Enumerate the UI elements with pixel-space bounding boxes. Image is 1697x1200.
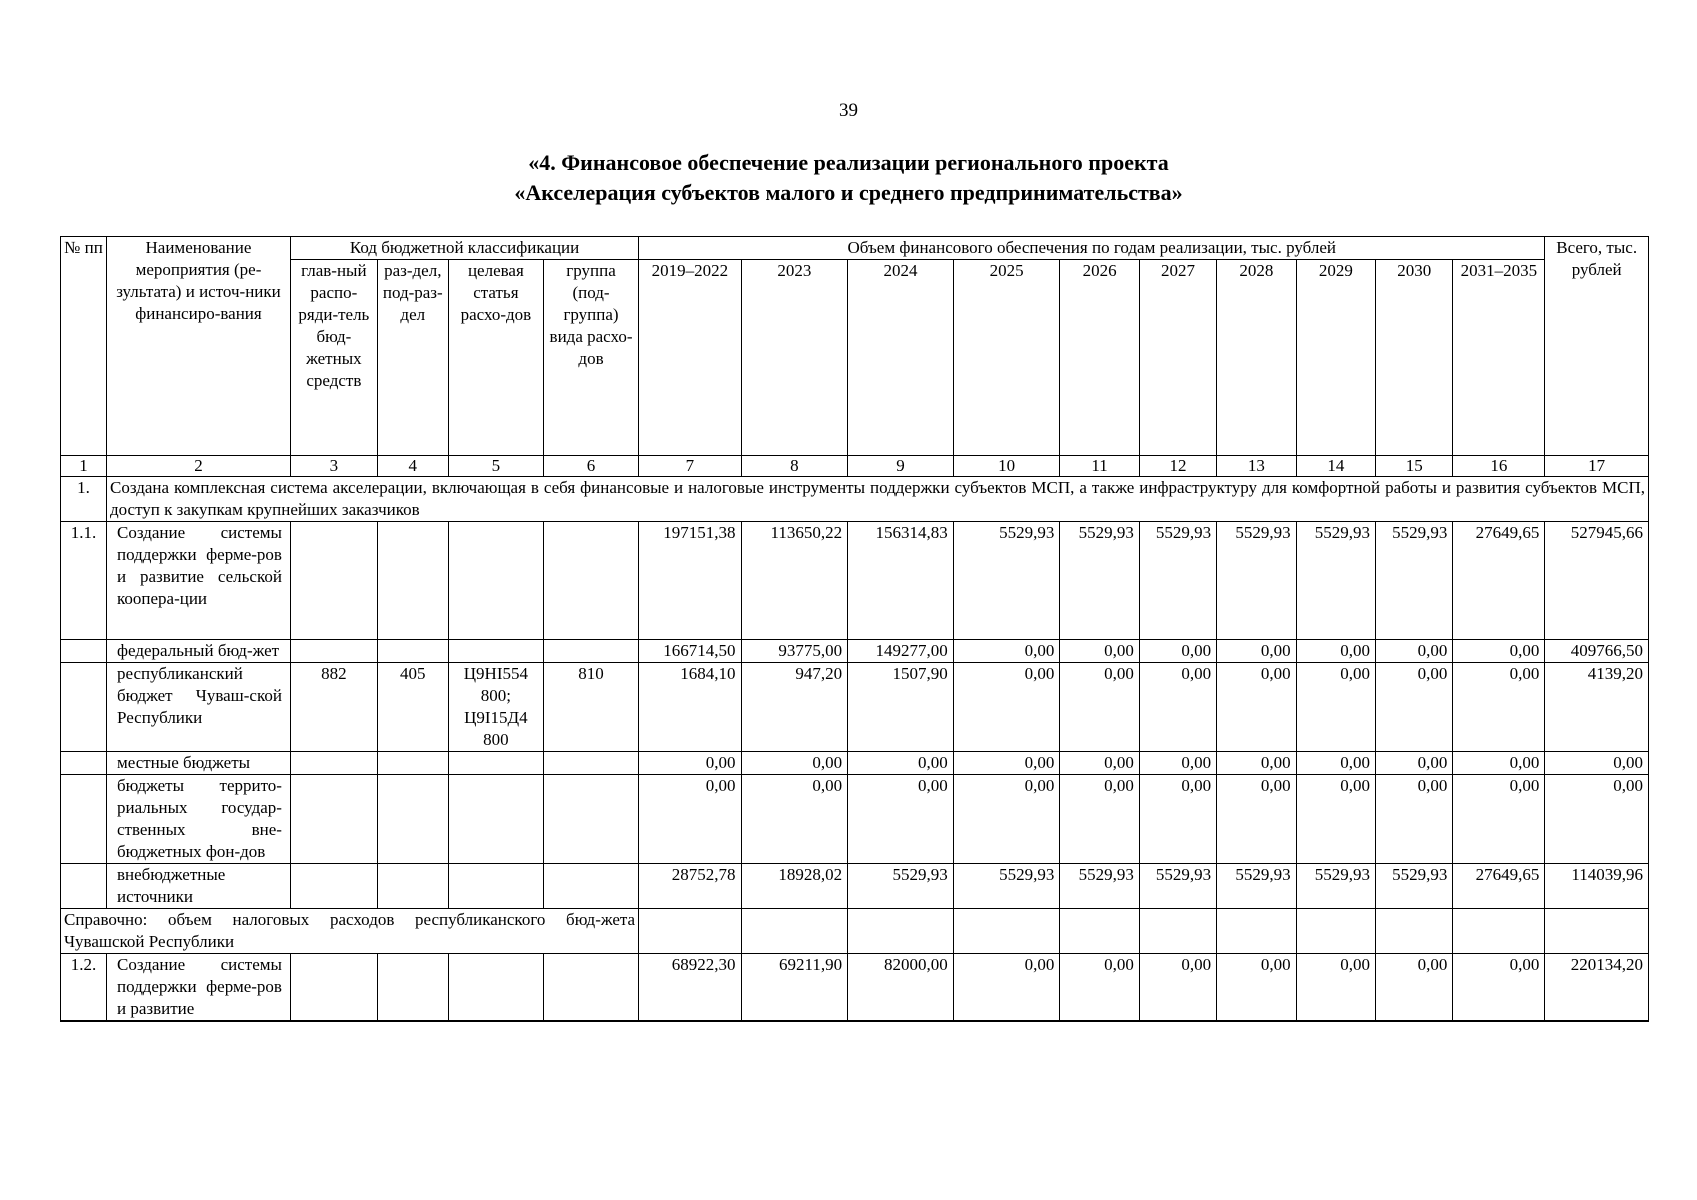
header-volume: Объем финансового обеспечения по годам реализации, тыс. рублей [639,237,1545,260]
cell-rz: 405 [377,663,448,752]
header-year: 2024 [848,260,954,456]
cell-csr [448,775,543,864]
col-number: 1 [61,456,107,477]
cell-value: 0,00 [1217,663,1296,752]
cell-value: 0,00 [1060,752,1139,775]
cell-value: 0,00 [953,752,1060,775]
header-year: 2029 [1296,260,1375,456]
page-number: 39 [839,100,858,121]
cell-csr [448,640,543,663]
cell-value: 149277,00 [848,640,954,663]
cell-value: 27649,65 [1453,864,1545,909]
cell-value: 93775,00 [741,640,848,663]
title-line-1: «4. Финансовое обеспечение реализации регионального проекта [528,150,1169,175]
cell-gr: 882 [290,663,377,752]
cell-csr [448,522,543,640]
header-total: Всего, тыс. рублей [1545,237,1649,456]
cell-value: 0,00 [1060,663,1139,752]
row-number [61,752,107,775]
cell-value: 1507,90 [848,663,954,752]
header-year: 2028 [1217,260,1296,456]
table-row [61,522,1649,640]
cell-value: 0,00 [848,752,954,775]
cell-rz [377,775,448,864]
section-number: 1. [61,477,107,522]
col-number: 15 [1376,456,1453,477]
cell-value: 0,00 [741,752,848,775]
cell-value: 0,00 [1453,752,1545,775]
cell-value: 0,00 [1139,752,1216,775]
cell-value: 18928,02 [741,864,848,909]
cell-value: 0,00 [741,775,848,864]
cell-value: 0,00 [1453,640,1545,663]
cell-value: 0,00 [1217,954,1296,1022]
cell-empty [639,909,741,954]
cell-value: 0,00 [953,775,1060,864]
cell-gr [290,775,377,864]
row-name: республиканский бюджет Чуваш-ской Республики [106,663,290,752]
cell-value: 0,00 [1545,752,1649,775]
cell-value: 0,00 [1376,663,1453,752]
cell-value: 0,00 [1060,640,1139,663]
cell-value: 5529,93 [1139,522,1216,640]
cell-value: 0,00 [1376,752,1453,775]
cell-value: 0,00 [1453,663,1545,752]
row-number [61,775,107,864]
section-row [61,477,1649,522]
cell-vr [543,954,638,1022]
cell-value: 5529,93 [1139,864,1216,909]
header-year: 2027 [1139,260,1216,456]
cell-empty [1376,909,1453,954]
cell-value: 4139,20 [1545,663,1649,752]
cell-vr [543,640,638,663]
cell-value: 1684,10 [639,663,741,752]
cell-value: 0,00 [1060,775,1139,864]
reference-row [61,909,1649,954]
header-year: 2026 [1060,260,1139,456]
cell-empty [1296,909,1375,954]
cell-rz [377,954,448,1022]
cell-value: 0,00 [1296,954,1375,1022]
cell-value: 0,00 [1453,954,1545,1022]
cell-value: 5529,93 [1296,522,1375,640]
cell-value: 0,00 [1453,775,1545,864]
header-row-2 [61,260,1649,456]
cell-empty [848,909,954,954]
header-gr: глав-ный распо-ряди-тель бюд-жетных средств [290,260,377,456]
table-row [61,954,1649,1022]
row-name: Создание системы поддержки ферме-ров и развитие сельской коопера-ции [106,522,290,640]
col-number: 8 [741,456,848,477]
cell-value: 156314,83 [848,522,954,640]
cell-value: 82000,00 [848,954,954,1022]
cell-value: 197151,38 [639,522,741,640]
cell-value: 0,00 [953,663,1060,752]
cell-gr [290,640,377,663]
cell-value: 27649,65 [1453,522,1545,640]
row-name: бюджеты террито-риальных государ-ственных вне-бюджетных фон-дов [106,775,290,864]
cell-csr [448,864,543,909]
cell-csr [448,752,543,775]
cell-empty [953,909,1060,954]
title-line-2: «Акселерация субъектов малого и среднего предпринимательства» [514,180,1183,205]
cell-value: 0,00 [953,954,1060,1022]
row-number [61,640,107,663]
cell-value: 0,00 [1296,640,1375,663]
row-name: внебюджетные источники [106,864,290,909]
cell-value: 0,00 [1217,640,1296,663]
cell-value: 68922,30 [639,954,741,1022]
cell-value: 0,00 [1139,954,1216,1022]
cell-empty [1545,909,1649,954]
cell-value: 0,00 [1296,663,1375,752]
cell-value: 5529,93 [953,522,1060,640]
cell-value: 0,00 [1139,663,1216,752]
table-row [61,864,1649,909]
cell-value: 5529,93 [953,864,1060,909]
cell-value: 0,00 [639,775,741,864]
cell-empty [1139,909,1216,954]
cell-value: 5529,93 [1060,864,1139,909]
cell-value: 114039,96 [1545,864,1649,909]
col-number: 16 [1453,456,1545,477]
table-row [61,775,1649,864]
cell-empty [741,909,848,954]
cell-value: 5529,93 [1376,864,1453,909]
cell-empty [1060,909,1139,954]
cell-value: 5529,93 [848,864,954,909]
cell-value: 0,00 [1217,752,1296,775]
cell-rz [377,752,448,775]
row-name: федеральный бюд-жет [106,640,290,663]
document-title [0,148,1697,208]
cell-value: 0,00 [1545,775,1649,864]
cell-value: 166714,50 [639,640,741,663]
row-name: Создание системы поддержки ферме-ров и развитие [106,954,290,1022]
cell-value: 0,00 [1296,752,1375,775]
header-row-1 [61,237,1649,260]
col-number: 4 [377,456,448,477]
cell-vr [543,752,638,775]
table-row [61,663,1649,752]
col-number: 2 [106,456,290,477]
cell-gr [290,522,377,640]
cell-value: 0,00 [1376,775,1453,864]
header-year: 2019–2022 [639,260,741,456]
header-num: № пп [61,237,107,456]
row-number [61,864,107,909]
header-year: 2030 [1376,260,1453,456]
col-number: 7 [639,456,741,477]
header-vr: группа (под-группа) вида расхо-дов [543,260,638,456]
col-number: 5 [448,456,543,477]
cell-value: 0,00 [639,752,741,775]
cell-rz [377,522,448,640]
row-number [61,663,107,752]
cell-value: 5529,93 [1376,522,1453,640]
column-numbers-row [61,456,1649,477]
cell-vr [543,522,638,640]
cell-gr [290,864,377,909]
cell-value: 69211,90 [741,954,848,1022]
row-number: 1.2. [61,954,107,1022]
header-name: Наименование мероприятия (ре-зультата) и источ-ники финансиро-вания [106,237,290,456]
cell-value: 0,00 [1139,775,1216,864]
cell-empty [1453,909,1545,954]
header-year: 2023 [741,260,848,456]
col-number: 6 [543,456,638,477]
financing-table [60,236,1649,1022]
header-year: 2025 [953,260,1060,456]
cell-csr: Ц9НI554 800; Ц9I15Д4 800 [448,663,543,752]
cell-value: 527945,66 [1545,522,1649,640]
cell-value: 0,00 [1139,640,1216,663]
cell-vr: 810 [543,663,638,752]
cell-empty [1217,909,1296,954]
col-number: 17 [1545,456,1649,477]
header-csr: целевая статья расхо-дов [448,260,543,456]
col-number: 14 [1296,456,1375,477]
cell-rz [377,640,448,663]
cell-value: 5529,93 [1217,522,1296,640]
col-number: 3 [290,456,377,477]
col-number: 13 [1217,456,1296,477]
cell-csr [448,954,543,1022]
cell-vr [543,864,638,909]
header-rz: раз-дел, под-раз-дел [377,260,448,456]
cell-value: 0,00 [953,640,1060,663]
cell-value: 28752,78 [639,864,741,909]
row-name: местные бюджеты [106,752,290,775]
col-number: 12 [1139,456,1216,477]
cell-value: 220134,20 [1545,954,1649,1022]
header-budget-classification: Код бюджетной классификации [290,237,638,260]
col-number: 10 [953,456,1060,477]
cell-value: 5529,93 [1296,864,1375,909]
table-row [61,752,1649,775]
cell-rz [377,864,448,909]
cell-value: 0,00 [1060,954,1139,1022]
cell-value: 947,20 [741,663,848,752]
cell-value: 0,00 [1376,640,1453,663]
section-text: Создана комплексная система акселерации, включающая в себя финансовые и налоговые инструменты поддержки субъектов МСП, а также инфраструктуру для комфортной работы и развития субъектов МСП, доступ к закупкам крупнейших заказчиков [106,477,1648,522]
table-row [61,640,1649,663]
cell-vr [543,775,638,864]
cell-value: 0,00 [1217,775,1296,864]
header-year: 2031–2035 [1453,260,1545,456]
cell-gr [290,752,377,775]
cell-gr [290,954,377,1022]
col-number: 9 [848,456,954,477]
cell-value: 113650,22 [741,522,848,640]
cell-value: 0,00 [848,775,954,864]
cell-value: 5529,93 [1060,522,1139,640]
row-number: 1.1. [61,522,107,640]
cell-value: 409766,50 [1545,640,1649,663]
cell-value: 5529,93 [1217,864,1296,909]
reference-note: Справочно: объем налоговых расходов республиканского бюд-жета Чувашской Республики [61,909,639,954]
cell-value: 0,00 [1296,775,1375,864]
cell-value: 0,00 [1376,954,1453,1022]
col-number: 11 [1060,456,1139,477]
